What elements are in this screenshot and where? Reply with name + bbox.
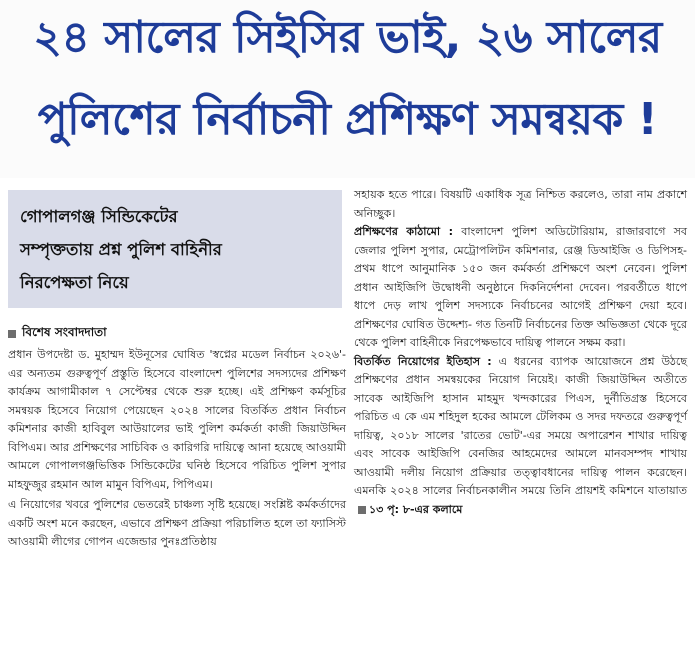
headline-line-1: ২৪ সালের সিইসির ভাই, ২৬ সালের bbox=[33, 12, 662, 63]
section-paragraph bbox=[354, 353, 687, 520]
subheadline-line-2: সম্পৃক্ততায় প্রশ্ন পুলিশ বাহিনীর bbox=[20, 240, 222, 259]
right-column bbox=[354, 186, 689, 670]
byline-text: বিশেষ সংবাদদাতা bbox=[22, 325, 107, 339]
section-body: বাংলাদেশ পুলিশ অডিটোরিয়াম, রাজারবাগে সব জেলার পুলিশ সুপার, মেট্রোপলিটন কমিশনার, রেঞ্জ ডিআইজি ও ডিপিসহ- প্রথম ধাপে আনুমানিক ১৫০ জন কর্মকর্তা প্রশিক্ষণে অংশ নেবেন। পুলিশ প্রধান আইজিপি উদ্বোধনী অনুষ্ঠানে দিকনির্দেশনা দেবেন। পরবর্তীতে ধাপে ধাপে দেড় লাখ পুলিশ সদস্যকে নির্বাচনের আগেই প্রশিক্ষণ দেয়া হবে। প্রশিক্ষণের ঘোষিত উদ্দেশ্য- গত তিনটি নির্বাচনের তিক্ত অভিজ্ঞতা থেকে দূরে থেকে পুলিশ বাহিনীকে নিরপেক্ষভাবে দায়িত্ব পালনে সক্ষম করা। bbox=[354, 225, 687, 349]
body-paragraph: সহায়ক হতে পারে। বিষয়টি একাধিক সূত্র নিশ্চিত করলেও, তারা নাম প্রকাশে অনিচ্ছুক। bbox=[354, 188, 687, 220]
subheadline-box bbox=[8, 190, 342, 308]
left-column bbox=[8, 190, 348, 670]
body-paragraph: এ নিয়োগের খবরে পুলিশের ভেতরেই চাঞ্চল্য সৃষ্টি হয়েছে। সংশ্লিষ্ট কর্মকর্তাদের একটি অংশ মনে করছেন, এভাবে প্রশিক্ষণ প্রক্রিয়া পরিচালিত হলে তা ফ্যাসিস্ট আওয়ামী লীগের গোপন এজেন্ডার পুনঃপ্রতিষ্ঠায় bbox=[8, 498, 346, 548]
headline-area bbox=[0, 0, 695, 178]
byline bbox=[8, 324, 107, 344]
section-body: এ ধরনের ব্যাপক আয়োজনে প্রশ্ন উঠছে প্রশিক্ষণের প্রধান সমন্বয়কের নিয়োগ নিয়েই। কাজী জিয়াউদ্দিন অতীতে সাবেক আইজিপি হাসান মাহমুদ খন্দকারের পিএস, দুর্নীতিগ্রস্ত হিসেবে পরিচিত এ কে এম শহিদুল হকের আমলে টেলিকম ও সদর দফতরে গুরুত্বপূর্ণ দায়িত্ব, ২০১৮ সালের 'রাতের ভোট'-এর সময়ে অপারেশন শাখার দায়িত্ব এবং সাবেক আইজিপি বেনজির আহমেদের আমলে মানবসম্পদ শাখায় আওয়ামী দলীয় নিয়োগ প্রক্রিয়ার তত্ত্বাবধানের দায়িত্ব পালন করেছেন। এমনকি ২০২৪ সালের নির্বাচনকালীন সময়ে তিনি প্রায়শই কমিশনে যাতায়াত bbox=[354, 354, 687, 497]
right-body-text bbox=[354, 186, 687, 519]
square-bullet-icon bbox=[8, 330, 16, 338]
body-paragraph: প্রধান উপদেষ্টা ড. মুহাম্মদ ইউনূসের ঘোষিত 'স্বপ্নের মডেল নির্বাচন ২০২৬'-এর অন্যতম গুরুত্বপূর্ণ প্রস্তুতি হিসেবে বাংলাদেশ পুলিশের সদস্যদের প্রশিক্ষণ কার্যক্রম আগামীকাল ৭ সেপ্টেম্বর থেকে শুরু হচ্ছে। এই প্রশিক্ষণ কর্মসূচির সমন্বয়ক হিসেবে নিয়োগ পেয়েছেন ২০২৪ সালের বিতর্কিত প্রধান নির্বাচন কমিশনার কাজী হাবিবুল আউয়ালের ভাই পুলিশ কর্মকর্তা কাজী জিয়াউদ্দিন বিপিএম। আর প্রশিক্ষণের সাচিবিক ও কারিগরি দায়িত্বে আনা হয়েছে আওয়ামী আমলে গোপালগঞ্জভিত্তিক সিন্ডিকেটের ঘনিষ্ঠ হিসেবে পরিচিত পুলিশ সুপার মাহফুজুর রহমান আল মামুন বিপিএম, পিপিএম। bbox=[8, 348, 346, 491]
section-heading: প্রশিক্ষণের কাঠামো : bbox=[354, 225, 454, 238]
headline-line-2: পুলিশের নির্বাচনী প্রশিক্ষণ সমন্বয়ক ! bbox=[37, 94, 658, 145]
continued-on-link: ১৩ পৃ: ৮-এর কলামে bbox=[369, 502, 463, 516]
section-heading: বিতর্কিত নিয়োগের ইতিহাস : bbox=[354, 354, 492, 368]
subheadline-line-3: নিরপেক্ষতা নিয়ে bbox=[20, 273, 129, 292]
square-bullet-icon bbox=[358, 506, 366, 514]
section-paragraph bbox=[354, 223, 687, 353]
subheadline-line-1: গোপালগঞ্জ সিন্ডিকেটের bbox=[20, 207, 178, 226]
left-body-text bbox=[8, 346, 346, 552]
